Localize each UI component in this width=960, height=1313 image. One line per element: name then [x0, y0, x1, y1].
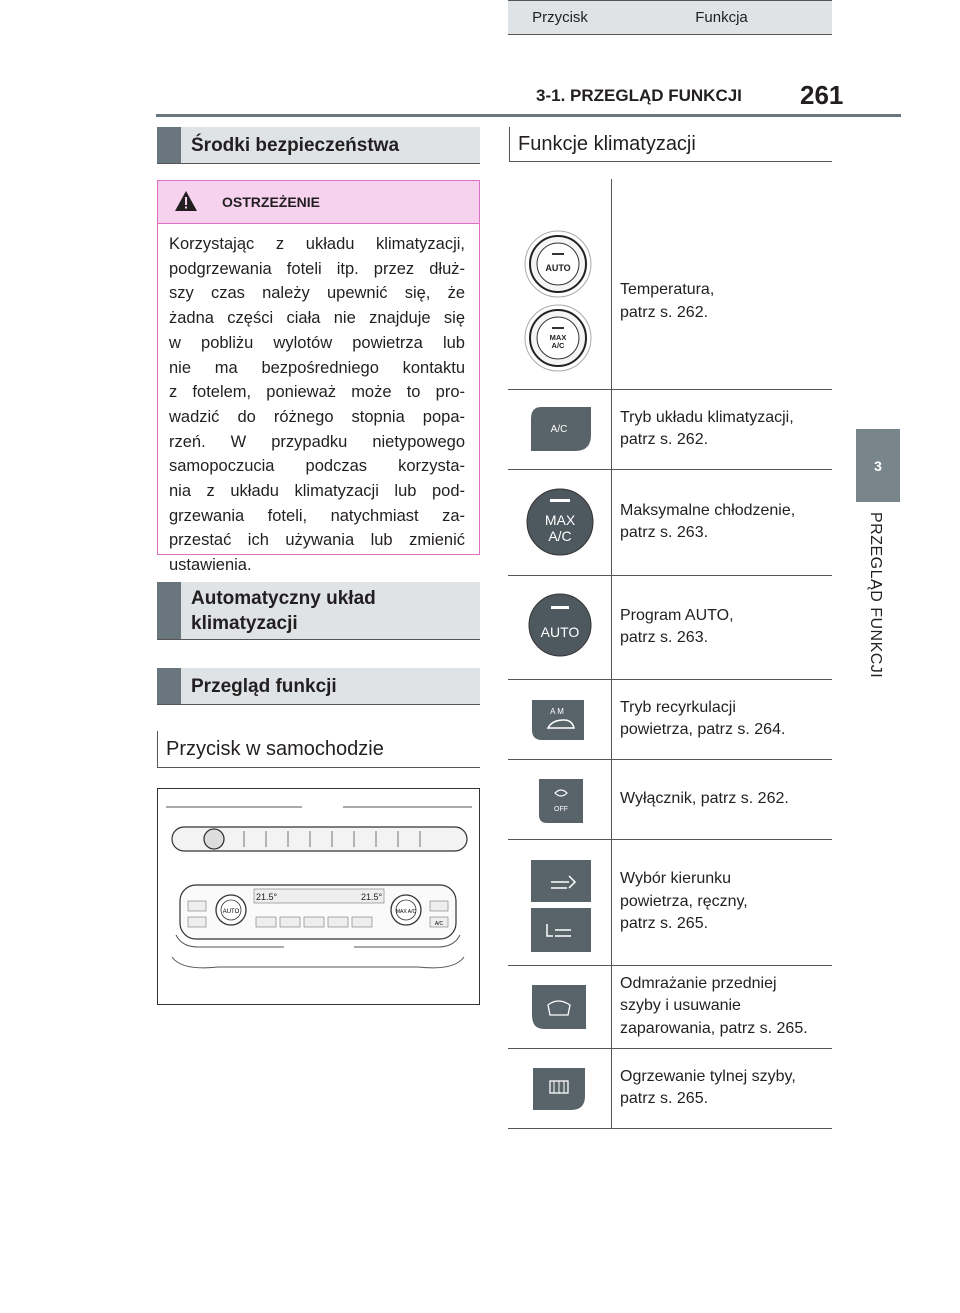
header-divider	[156, 114, 901, 117]
button-subheading: Przycisk w samochodzie	[157, 731, 480, 768]
warning-text-line: wadzić do różnego stopnia popa-	[169, 407, 465, 426]
auto-climate-heading-line1: Automatyczny układ	[191, 588, 376, 609]
table-row-divider	[508, 965, 832, 966]
svg-text:MAX: MAX	[544, 512, 576, 528]
panel-auto-label: AUTO	[222, 909, 240, 915]
warning-triangle-icon	[174, 190, 198, 212]
chapter-tab-label: PRZEGLĄD FUNKCJI	[867, 512, 884, 679]
recirculation-button-icon	[530, 698, 586, 742]
warning-text-line: żadna części ciała nie znajduje się	[169, 309, 465, 328]
col-button-label: Przycisk	[532, 9, 588, 26]
function-text-line: patrz s. 265.	[620, 915, 709, 933]
panel-temp-right: 21.5°	[361, 892, 383, 902]
function-text-line: Tryb recyrkulacji	[620, 698, 736, 716]
safety-heading	[157, 127, 480, 164]
auto-climate-heading	[157, 582, 480, 640]
warning-text-line: podgrzewania foteli itp. przez dłuż-	[169, 259, 465, 278]
warning-text-line: samopoczucia podczas korzysta-	[169, 457, 465, 476]
table-column-divider	[611, 179, 612, 1128]
function-text-line: Odmrażanie przedniej	[620, 974, 777, 992]
table-row-function	[620, 407, 830, 452]
air-direction-buttons-icon	[529, 858, 593, 954]
safety-heading-text: Środki bezpieczeństwa	[191, 135, 400, 156]
function-text-line: patrz s. 263.	[620, 524, 709, 541]
panel-temp-left: 21.5°	[256, 892, 278, 902]
table-row-function	[620, 697, 830, 742]
climate-panel-illustration	[157, 788, 480, 1005]
temperature-knobs-icon	[518, 226, 602, 376]
warning-text-line: rzeń. W przypadku nietypowego	[169, 432, 465, 451]
overview-heading-text: Przegląd funkcji	[191, 676, 337, 697]
svg-text:AUTO: AUTO	[540, 624, 580, 640]
table-row-divider	[508, 679, 832, 680]
svg-text:A/C: A/C	[551, 341, 565, 350]
table-row-function	[620, 973, 830, 1041]
function-text-line: zaparowania, patrz s. 265.	[620, 1019, 808, 1037]
function-text-line: Temperatura,	[620, 281, 715, 298]
warning-text-line: grzewania foteli, natychmiast za-	[169, 506, 465, 525]
function-text-line: patrz s. 262.	[620, 431, 709, 448]
warning-text	[169, 232, 465, 578]
chapter-tab-number: 3	[874, 458, 882, 474]
auto-climate-heading-line2: klimatyzacji	[191, 613, 298, 634]
warning-text-line: w pobliżu wylotów powietrza lub	[169, 333, 465, 352]
svg-text:OFF: OFF	[554, 806, 568, 813]
function-text-line: Tryb układu klimatyzacji,	[620, 408, 794, 426]
panel-max-label: MAX A/C	[395, 909, 417, 915]
page-number: 261	[800, 80, 844, 110]
function-text-line: szyby i usuwanie	[620, 997, 741, 1015]
table-row-divider	[508, 1048, 832, 1049]
table-row-function	[620, 500, 830, 545]
warning-text-line: szy czas należy upewnić się, że	[169, 284, 465, 303]
svg-text:A/C: A/C	[548, 528, 572, 544]
function-text-line: powietrza, ręczny,	[620, 892, 748, 910]
svg-text:AUTO: AUTO	[545, 263, 571, 273]
table-row-divider	[508, 1128, 832, 1129]
table-header-function	[611, 0, 832, 35]
functions-heading: Funkcje klimatyzacji	[509, 127, 832, 162]
function-text-line: Program AUTO,	[620, 606, 734, 624]
warning-text-line: Korzystając z układu klimatyzacji,	[169, 235, 465, 253]
table-row-function	[620, 868, 830, 936]
table-row-function	[620, 1066, 830, 1111]
table-row-divider	[508, 389, 832, 390]
warning-text-line: ustawienia.	[169, 556, 252, 575]
table-row-divider	[508, 759, 832, 760]
dashboard-drawing	[158, 789, 479, 1004]
function-text-line: patrz s. 263.	[620, 629, 709, 646]
function-text-line: patrz s. 265.	[620, 1090, 709, 1107]
panel-ac-label: A/C	[434, 921, 444, 927]
svg-text:A M: A M	[550, 707, 564, 716]
off-button-icon	[537, 777, 585, 825]
function-text-line: patrz s. 262.	[620, 303, 709, 321]
front-defrost-button-icon	[530, 983, 588, 1031]
warning-text-line: przestać ich używania lub zmienić	[169, 531, 465, 550]
function-text-line: Maksymalne chłodzenie,	[620, 501, 796, 519]
warning-header	[158, 181, 479, 224]
warning-box	[157, 180, 480, 575]
table-row-divider	[508, 575, 832, 576]
warning-text-line: z fotelem, ponieważ może to pro-	[169, 383, 465, 402]
warning-text-line: nia z układu klimatyzacji lub pod-	[169, 482, 465, 501]
table-row-divider	[508, 469, 832, 470]
table-row-divider	[508, 839, 832, 840]
svg-text:MAX: MAX	[549, 333, 567, 342]
ac-button-icon	[529, 405, 593, 453]
table-row-function	[620, 279, 830, 324]
warning-title: OSTRZEŻENIE	[222, 194, 321, 210]
rear-defrost-button-icon	[531, 1066, 587, 1112]
overview-heading	[157, 668, 480, 705]
max-ac-button-icon	[525, 487, 595, 557]
function-text-line: Wyłącznik, patrz s. 262.	[620, 789, 789, 807]
col-function-label: Funkcja	[695, 9, 748, 26]
svg-text:A/C: A/C	[550, 424, 568, 435]
warning-text-line: nie ma bezpośredniego kontaktu	[169, 358, 465, 377]
table-header-button	[508, 0, 612, 35]
auto-button-icon	[527, 592, 593, 658]
table-row-function	[620, 788, 830, 811]
table-row-function	[620, 605, 830, 650]
function-text-line: Ogrzewanie tylnej szyby,	[620, 1067, 796, 1085]
function-text-line: Wybór kierunku	[620, 870, 732, 888]
function-text-line: powietrza, patrz s. 264.	[620, 721, 786, 738]
chapter-title: 3-1. PRZEGLĄD FUNKCJI	[536, 86, 742, 105]
